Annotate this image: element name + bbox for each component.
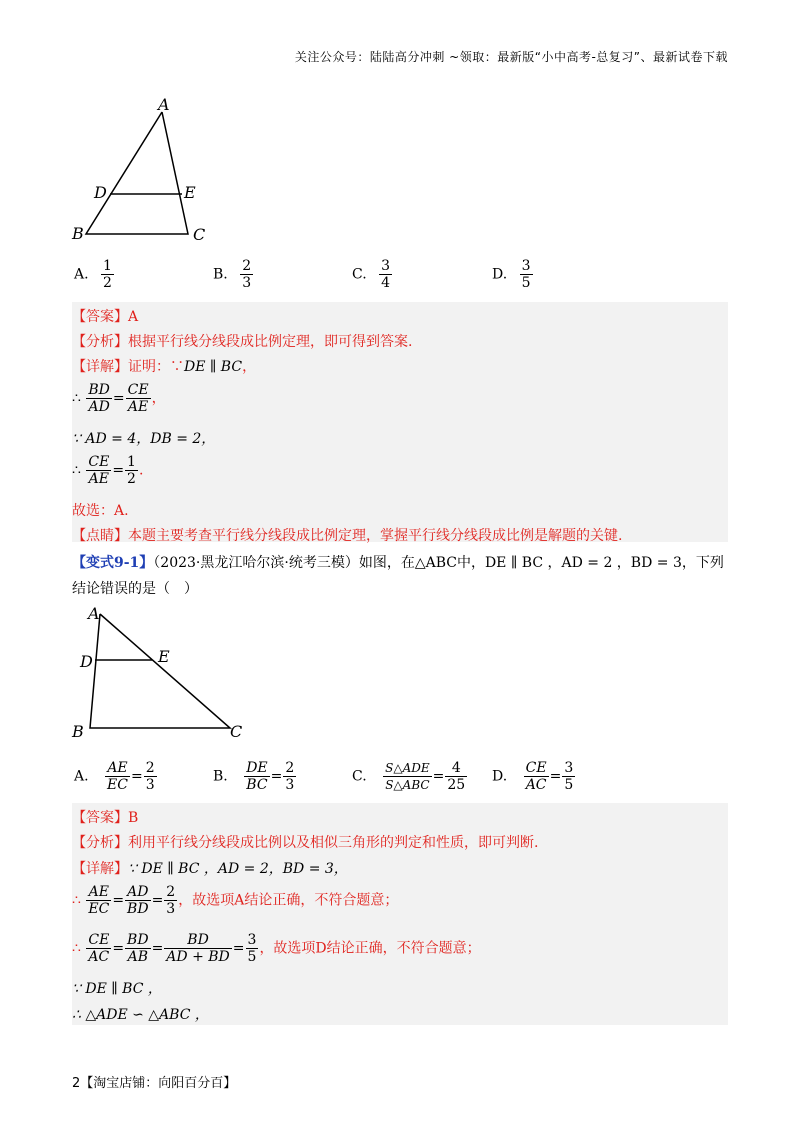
q2-option-d[interactable]: D. $\frac{CE}{AC}$ = $\frac{3}{5}$ [492, 760, 574, 793]
figure-2-triangle [80, 600, 243, 741]
num: 1 [127, 454, 136, 470]
num: 3 [521, 258, 531, 274]
choice-1: 故选：A. [72, 503, 129, 519]
den: EC [107, 777, 128, 793]
step-2-1: ∴ $\frac{AE}{EC}$ = $\frac{AD}{BD}$ = $\frac{2}{3}$ ，故选项A结论正确，不符合题意； [72, 884, 399, 917]
den: 2 [103, 275, 112, 291]
den: AD [88, 399, 110, 415]
den: AD + BD [166, 949, 230, 965]
fig2-label-a: A [88, 604, 100, 623]
page-number: 2 [72, 1076, 81, 1091]
option-letter: A. [74, 768, 89, 785]
fig2-label-e: E [158, 647, 170, 666]
step-note: ，故选项A结论正确，不符合题意； [178, 892, 399, 909]
option-letter: D. [492, 768, 508, 785]
den: S△ABC [385, 778, 430, 792]
answer-value: A [128, 309, 139, 325]
den: 3 [285, 777, 295, 793]
fig1-label-a: A [158, 95, 170, 114]
detail-2 [72, 858, 348, 878]
therefore-symbol: ∴ [72, 462, 81, 479]
num: 2 [166, 884, 176, 900]
step-1-2: ∵ AD = 4，DB = 2， [72, 431, 216, 447]
num: AE [105, 760, 130, 777]
step-2-4: ∴ △ADE ∽ △ABC ， [72, 1007, 209, 1023]
num: 3 [564, 760, 574, 776]
analysis-2 [72, 832, 538, 852]
option-letter: D. [492, 266, 508, 283]
den: 5 [564, 777, 574, 793]
num: AD [125, 884, 151, 901]
fig2-label-b: B [72, 722, 84, 741]
step-note: ，故选项D结论正确，不符合题意； [259, 940, 481, 957]
option-letter: B. [213, 266, 228, 283]
analysis-tag: 【分析】 [72, 334, 128, 350]
q2-option-b[interactable]: B. $\frac{DE}{BC}$ = $\frac{2}{3}$ [213, 760, 295, 793]
num: CE [88, 932, 110, 948]
den: AB [127, 949, 148, 965]
comment-text: 本题主要考查平行线分线段成比例定理，掌握平行线分线段成比例是解题的关键. [128, 528, 623, 544]
analysis-text: 利用平行线分线段成比例以及相似三角形的判定和性质，即可判断. [128, 835, 539, 851]
answer-tag: 【答案】 [72, 309, 128, 325]
answer-2 [72, 807, 138, 827]
q1-option-c[interactable] [352, 258, 393, 291]
question-2-line-2: 结论错误的是（ ） [72, 581, 198, 597]
num: BD [164, 932, 231, 949]
num: BD [127, 932, 149, 948]
q2-option-c[interactable]: C. $\frac{\text{S△ADE}}{\text{S△ABC}}$ = $\frac{4}{25}$ [352, 760, 466, 793]
fig1-label-c: C [193, 225, 206, 244]
num: AE [86, 884, 111, 901]
therefore-symbol: ∴ [72, 940, 81, 957]
option-letter: C. [352, 768, 367, 785]
page-header: 关注公众号：陆陆高分冲刺 ~领取：最新版“小中高考-总复习”、最新试卷下载 [294, 50, 728, 64]
num: 2 [242, 258, 252, 274]
detail-tag: 【详解】 [72, 861, 128, 877]
detail-1: 【详解】证明：∵DE ∥ BC， [72, 359, 257, 375]
den: AE [127, 399, 149, 415]
variant-tag: 【变式9-1】 [72, 555, 154, 571]
den: 3 [242, 275, 252, 291]
option-letter: C. [352, 266, 367, 283]
fig2-label-c: C [230, 722, 243, 741]
q1-option-b[interactable] [213, 258, 254, 291]
num: 2 [145, 760, 155, 776]
answer-tag: 【答案】 [72, 810, 128, 826]
step-1-1: ∴ $\frac{BD}{AD}$ = $\frac{CE}{AE}$ ， [72, 382, 166, 415]
step-2-3: ∵ DE ∥ BC ， [72, 981, 162, 997]
detail-prefix: 证明：∵ [128, 359, 184, 375]
den: BD [127, 901, 149, 917]
answer-value: B [128, 810, 139, 826]
den: 25 [447, 777, 466, 793]
option-letter: A. [74, 266, 89, 283]
analysis-tag: 【分析】 [72, 835, 128, 851]
den: EC [88, 901, 110, 917]
analysis-text: 根据平行线分线段成比例定理，即可得到答案. [128, 334, 413, 350]
num: 2 [285, 760, 295, 776]
den: AC [525, 777, 547, 793]
page-footer [72, 1072, 236, 1091]
den: 3 [145, 777, 155, 793]
answer-1 [72, 306, 138, 326]
num: CE [88, 454, 110, 470]
analysis-1 [72, 331, 412, 351]
step-2-2: ∴ $\frac{CE}{AC}$ = $\frac{BD}{AB}$ = $\frac{BD}{AD + BD}$ = $\frac{3}{5}$ ，故选项D结论正确，不符合题意； [72, 932, 481, 965]
num: 1 [103, 258, 112, 274]
fig1-label-d: D [94, 183, 107, 202]
question-2-line-1 [72, 552, 724, 572]
den: 5 [521, 275, 531, 291]
num: 3 [381, 258, 391, 274]
den: 4 [381, 275, 391, 291]
therefore-symbol: ∴ [72, 390, 81, 407]
den: AC [88, 949, 110, 965]
num: S△ADE [385, 761, 430, 775]
fig2-label-d: D [80, 652, 93, 671]
comment-tag: 【点睛】 [72, 528, 128, 544]
fig1-label-e: E [184, 183, 196, 202]
q1-option-a[interactable] [74, 258, 115, 291]
q1-option-d[interactable] [492, 258, 534, 291]
num: DE [246, 760, 268, 776]
num: BD [88, 382, 110, 398]
den: 3 [166, 901, 176, 917]
detail-expr: DE ∥ BC [184, 359, 243, 375]
num: 3 [247, 932, 257, 948]
num: CE [127, 382, 149, 398]
option-letter: B. [213, 768, 228, 785]
comment-1 [72, 525, 622, 545]
detail-expr: ∵ DE ∥ BC ，AD = 2，BD = 3， [128, 861, 348, 877]
therefore-symbol: ∴ [72, 892, 81, 909]
detail-tag: 【详解】 [72, 359, 128, 375]
den: AE [88, 471, 110, 487]
den: 5 [247, 949, 257, 965]
footer-text: 【淘宝店铺：向阳百分百】 [80, 1076, 237, 1091]
den: 2 [127, 471, 136, 487]
den: BC [246, 777, 268, 793]
num: CE [525, 760, 547, 776]
fig1-label-b: B [72, 224, 84, 243]
question-text: （2023·黑龙江哈尔滨·统考三模）如图，在△ABC中，DE ∥ BC ，AD = 2 ，BD = 3，下列 [153, 555, 724, 571]
step-1-3: ∴ $\frac{CE}{AE}$ = $\frac{1}{2}$ . [72, 454, 144, 487]
num: 4 [445, 760, 467, 777]
q2-option-a[interactable]: A. $\frac{AE}{EC}$ = $\frac{2}{3}$ [74, 760, 155, 793]
